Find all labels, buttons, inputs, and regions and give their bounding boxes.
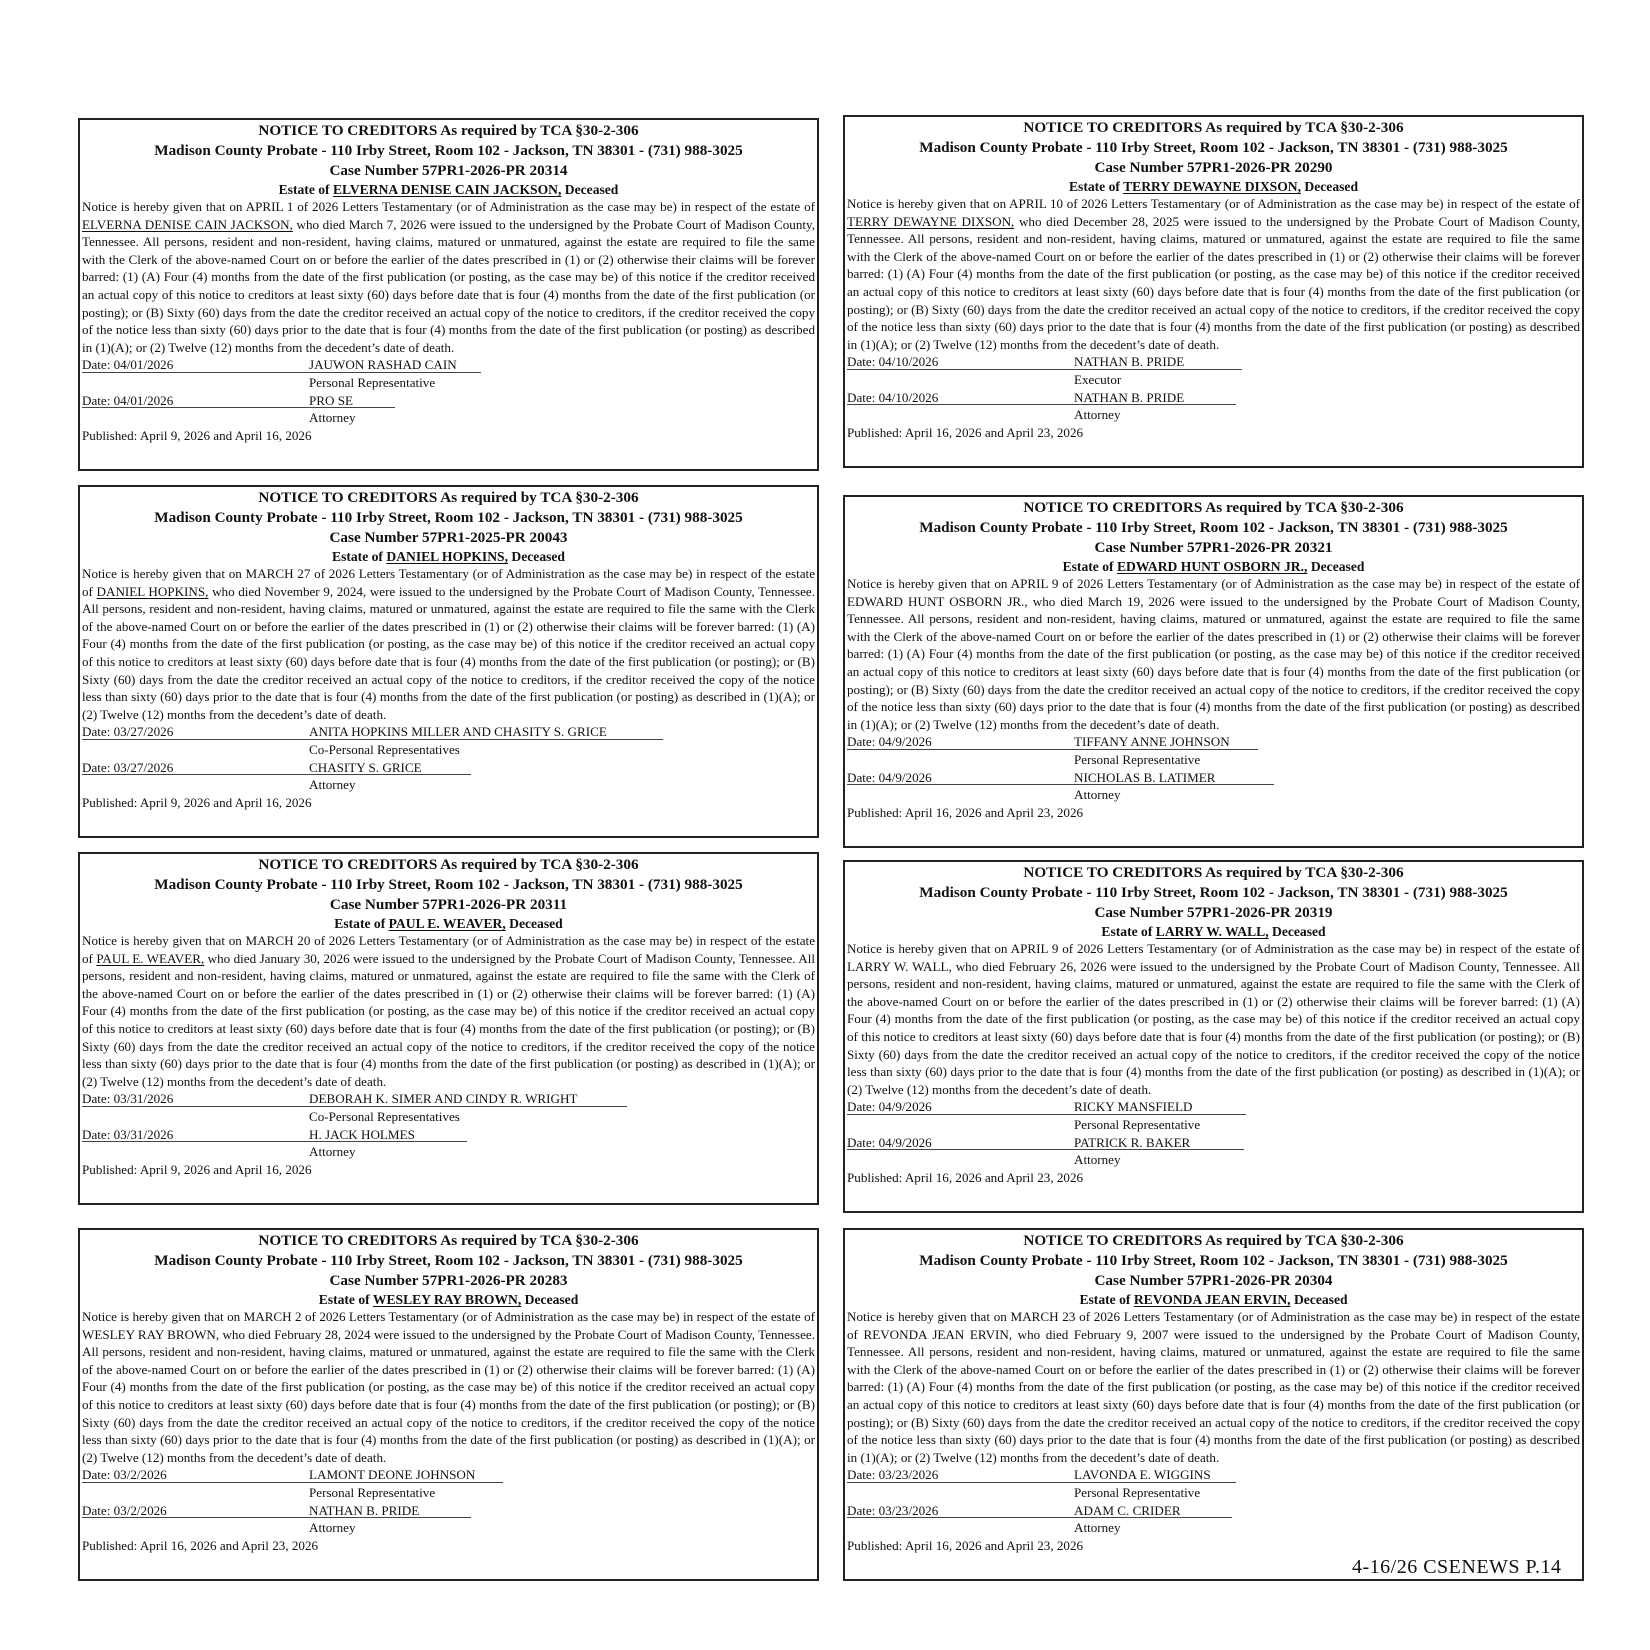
representative-name: JAUWON RASHAD CAIN	[309, 357, 457, 373]
attorney-name: NATHAN B. PRIDE	[1074, 389, 1185, 405]
notice-card	[78, 1228, 819, 1581]
decedent-name: PAUL E. WEAVER,	[96, 950, 205, 966]
signature-line	[847, 1466, 1580, 1484]
attorney-name: NICHOLAS B. LATIMER	[1074, 769, 1216, 785]
signature-date: Date: 04/10/2026	[847, 354, 939, 370]
attorney-role: Attorney	[309, 1144, 356, 1160]
representative-role: Personal Representative	[309, 1484, 436, 1500]
signature-date: Date: 03/23/2026	[847, 1467, 939, 1483]
representative-role: Co-Personal Representatives	[309, 1108, 460, 1124]
deceased-label: Deceased	[1301, 179, 1359, 194]
letters-date: APRIL 9 of 2026	[1010, 941, 1104, 956]
attorney-role: Attorney	[1074, 407, 1121, 423]
attorney-name: PRO SE	[309, 392, 354, 408]
signature-role-line	[82, 1108, 815, 1126]
signature-date: Date: 03/23/2026	[847, 1502, 939, 1518]
letters-date: APRIL 10 of 2026	[1009, 196, 1108, 211]
signature-date: Date: 04/9/2026	[847, 1099, 932, 1115]
representative-role: Personal Representative	[1074, 1484, 1201, 1500]
death-clause: who died February 26, 2026	[951, 958, 1107, 974]
decedent-name: REVONDA JEAN ERVIN,	[863, 1326, 1013, 1342]
attorney-name: NATHAN B. PRIDE	[309, 1502, 420, 1518]
signature-role-line	[82, 1519, 815, 1537]
estate-name: EDWARD HUNT OSBORN JR.,	[1116, 559, 1308, 574]
attorney-role: Attorney	[309, 777, 356, 793]
signature-date: Date: 04/9/2026	[847, 1134, 932, 1150]
case-number: Case Number 57PR1-2026-PR 20314	[329, 162, 568, 179]
representative-name: LAMONT DEONE JOHNSON	[309, 1467, 476, 1483]
estate-name: REVONDA JEAN ERVIN,	[1133, 1292, 1291, 1307]
notice-title: NOTICE TO CREDITORS As required by TCA §30-2-306	[1023, 1232, 1404, 1249]
signature-role-line	[82, 776, 815, 794]
signature-line	[82, 1466, 815, 1484]
signature-line	[847, 1502, 1580, 1520]
publication-dates: Published: April 9, 2026 and April 16, 2026	[82, 1161, 312, 1177]
court-line: Madison County Probate - 110 Irby Street, Room 102 - Jackson, TN 38301 - (731) 988-3025	[154, 876, 743, 893]
publication-dates: Published: April 16, 2026 and April 23, 2026	[847, 1169, 1084, 1185]
notice-card	[843, 115, 1584, 468]
publication-dates: Published: April 16, 2026 and April 23, 2026	[847, 1537, 1084, 1553]
signature-date: Date: 03/27/2026	[82, 724, 174, 740]
signature-date: Date: 03/2/2026	[82, 1467, 167, 1483]
representative-name: TIFFANY ANNE JOHNSON	[1074, 734, 1230, 750]
death-clause: who died December 28, 2025	[1014, 213, 1180, 229]
letters-date: APRIL 1 of 2026	[245, 199, 339, 214]
estate-prefix: Estate of	[1062, 559, 1117, 574]
signature-line	[847, 389, 1580, 407]
deceased-label: Deceased	[521, 1292, 579, 1307]
publication-dates: Published: April 16, 2026 and April 23, 2026	[847, 424, 1084, 440]
page-footer: 4-16/26 CSENEWS P.14	[1352, 1556, 1562, 1578]
signature-role-line	[82, 1484, 815, 1502]
estate-name: TERRY DEWAYNE DIXSON,	[1123, 179, 1302, 194]
death-clause: who died January 30, 2026	[204, 950, 350, 966]
deceased-label: Deceased	[505, 916, 563, 931]
publication-dates: Published: April 9, 2026 and April 16, 2026	[82, 794, 312, 810]
attorney-name: H. JACK HOLMES	[309, 1126, 415, 1142]
case-number: Case Number 57PR1-2026-PR 20283	[329, 1272, 568, 1289]
deceased-label: Deceased	[1307, 559, 1365, 574]
estate-prefix: Estate of	[1101, 924, 1156, 939]
death-clause: who died November 9, 2024,	[208, 583, 367, 599]
deceased-label: Deceased	[561, 182, 619, 197]
estate-name: ELVERNA DENISE CAIN JACKSON,	[332, 182, 562, 197]
decedent-name: TERRY DEWAYNE DIXSON,	[847, 213, 1015, 229]
signature-role-line	[847, 786, 1580, 804]
estate-prefix: Estate of	[332, 549, 387, 564]
signature-line	[82, 356, 815, 374]
signature-date: Date: 04/9/2026	[847, 734, 932, 750]
signature-line	[82, 392, 815, 410]
estate-line	[82, 915, 815, 932]
representative-role: Executor	[1074, 371, 1122, 387]
signature-line	[82, 1502, 815, 1520]
signature-role-line	[847, 1519, 1580, 1537]
signature-date: Date: 04/01/2026	[82, 392, 174, 408]
deceased-label: Deceased	[1290, 1292, 1348, 1307]
signature-line	[847, 353, 1580, 371]
representative-role: Personal Representative	[1074, 751, 1201, 767]
estate-prefix: Estate of	[334, 916, 389, 931]
attorney-role: Attorney	[309, 410, 356, 426]
signature-line	[847, 1098, 1580, 1116]
death-clause: who died February 28, 2024	[219, 1326, 371, 1342]
signature-date: Date: 03/27/2026	[82, 759, 174, 775]
death-clause: who died March 7, 2026	[292, 216, 427, 232]
deceased-label: Deceased	[508, 549, 565, 564]
signature-role-line	[847, 1116, 1580, 1134]
case-number: Case Number 57PR1-2026-PR 20311	[329, 896, 568, 913]
notice-body: Notice is hereby given that on APRIL 1 of 2026 Letters Testamentary (or of Administration as the case may be) in respect of the estate of ELVERNA DENISE CAIN JACKSON, who died March 7, 2026 were issued to the undersigned by the Probate Court of Madison County, Tennessee. All persons, resident and non-resident, having claims, matured or unmatured, against the estate are required to file the same with the Clerk of the above-named Court on or before the earlier of the dates prescribed in (1) or (2) otherwise their claims will be forever barred: (1) (A) Four (4) months from the date of the first publication (or posting, as the case may be) of this notice if the creditor received an actual copy of this notice to creditors at least sixty (60) days before date that is four (4) months from the date of the first publication (or posting); or (B) Sixty (60) days from the date the creditor received an actual copy of the notice to creditors, if the creditor received the copy of the notice less than sixty (60) days prior to the date that is four (4) months from the date of the first publication (or posting) as described in (1)(A); or (2) Twelve (12) months from the decedent’s date of death.	[82, 199, 815, 355]
signature-role-line	[847, 1151, 1580, 1169]
estate-line	[847, 1291, 1580, 1308]
signature-line	[82, 1126, 815, 1144]
signature-role-line	[82, 409, 815, 427]
signature-line	[847, 733, 1580, 751]
notice-title: NOTICE TO CREDITORS As required by TCA §30-2-306	[258, 856, 639, 873]
signature-line	[847, 1134, 1580, 1152]
estate-prefix: Estate of	[318, 1292, 373, 1307]
court-line: Madison County Probate - 110 Irby Street, Room 102 - Jackson, TN 38301 - (731) 988-3025	[154, 142, 743, 159]
case-number: Case Number 57PR1-2026-PR 20290	[1094, 159, 1333, 176]
attorney-role: Attorney	[1074, 787, 1121, 803]
estate-prefix: Estate of	[1079, 1292, 1134, 1307]
letters-date: MARCH 20 of 2026	[245, 933, 355, 948]
notice-title: NOTICE TO CREDITORS As required by TCA §30-2-306	[258, 122, 639, 139]
notice-card	[78, 118, 819, 471]
signature-role-line	[847, 751, 1580, 769]
representative-role: Personal Representative	[1074, 1116, 1201, 1132]
attorney-name: PATRICK R. BAKER	[1074, 1134, 1191, 1150]
notice-body: Notice is hereby given that on APRIL 9 of 2026 Letters Testamentary (or of Administration as the case may be) in respect of the estate of EDWARD HUNT OSBORN JR., who died March 19, 2026 were issued to the undersigned by the Probate Court of Madison County, Tennessee. All persons, resident and non-resident, having claims, matured or unmatured, against the estate are required to file the same with the Clerk of the above-named Court on or before the earlier of the dates prescribed in (1) or (2) otherwise their claims will be forever barred: (1) (A) Four (4) months from the date of the first publication (or posting, as the case may be) of this notice if the creditor received an actual copy of this notice to creditors at least sixty (60) days before date that is four (4) months from the date of the first publication (or posting); or (B) Sixty (60) days from the date the creditor received an actual copy of the notice to creditors, if the creditor received the copy of the notice less than sixty (60) days prior to the date that is four (4) months from the date of the first publication (or posting) as described in (1)(A); or (2) Twelve (12) months from the decedent’s date of death.	[847, 576, 1580, 732]
representative-role: Personal Representative	[309, 374, 436, 390]
court-line: Madison County Probate - 110 Irby Street, Room 102 - Jackson, TN 38301 - (731) 988-3025	[154, 509, 743, 526]
letters-date: MARCH 23 of 2026	[1010, 1309, 1120, 1324]
representative-name: DEBORAH K. SIMER AND CINDY R. WRIGHT	[309, 1091, 578, 1107]
letters-date: MARCH 27 of 2026	[245, 566, 355, 581]
signature-date: Date: 03/31/2026	[82, 1126, 174, 1142]
signature-role-line	[82, 1143, 815, 1161]
publication-dates: Published: April 16, 2026 and April 23, 2026	[847, 804, 1084, 820]
court-line: Madison County Probate - 110 Irby Street, Room 102 - Jackson, TN 38301 - (731) 988-3025	[919, 884, 1508, 901]
signature-role-line	[847, 1484, 1580, 1502]
court-line: Madison County Probate - 110 Irby Street, Room 102 - Jackson, TN 38301 - (731) 988-3025	[919, 519, 1508, 536]
signature-role-line	[847, 371, 1580, 389]
decedent-name: WESLEY RAY BROWN,	[82, 1326, 220, 1342]
estate-line	[847, 923, 1580, 940]
signature-date: Date: 03/2/2026	[82, 1502, 167, 1518]
estate-line	[82, 548, 815, 565]
notice-body: Notice is hereby given that on MARCH 20 of 2026 Letters Testamentary (or of Administration as the case may be) in respect of the estate of PAUL E. WEAVER, who died January 30, 2026 were issued to the undersigned by the Probate Court of Madison County, Tennessee. All persons, resident and non-resident, having claims, matured or unmatured, against the estate are required to file the same with the Clerk of the above-named Court on or before the earlier of the dates prescribed in (1) or (2) otherwise their claims will be forever barred: (1) (A) Four (4) months from the date of the first publication (or posting, as the case may be) of this notice if the creditor received an actual copy of this notice to creditors at least sixty (60) days before date that is four (4) months from the date of the first publication (or posting); or (B) Sixty (60) days from the date the creditor received an actual copy of the notice to creditors, if the creditor received the copy of the notice less than sixty (60) days prior to the date that is four (4) months from the date of the first publication (or posting) as described in (1)(A); or (2) Twelve (12) months from the decedent’s date of death.	[82, 933, 816, 1089]
signature-line	[82, 759, 815, 777]
attorney-name: ADAM C. CRIDER	[1074, 1502, 1181, 1518]
representative-role: Co-Personal Representatives	[309, 741, 460, 757]
attorney-role: Attorney	[1074, 1152, 1121, 1168]
notice-title: NOTICE TO CREDITORS As required by TCA §30-2-306	[1023, 119, 1404, 136]
signature-line	[82, 723, 815, 741]
signature-date: Date: 04/10/2026	[847, 389, 939, 405]
notice-card	[78, 485, 819, 838]
signature-date: Date: 04/9/2026	[847, 769, 932, 785]
notice-card	[843, 495, 1584, 848]
estate-line	[847, 178, 1580, 195]
notice-title: NOTICE TO CREDITORS As required by TCA §30-2-306	[1023, 864, 1404, 881]
notice-body: Notice is hereby given that on MARCH 27 of 2026 Letters Testamentary (or of Administration as the case may be) in respect of the estate of DANIEL HOPKINS, who died November 9, 2024, were issued to the undersigned by the Probate Court of Madison County, Tennessee. All persons, resident and non-resident, having claims, matured or unmatured, against the estate are required to file the same with the Clerk of the above-named Court on or before the earlier of the dates prescribed in (1) or (2) otherwise their claims will be forever barred: (1) (A) Four (4) months from the date of the first publication (or posting, as the case may be) of this notice if the creditor received an actual copy of this notice to creditors at least sixty (60) days before date that is four (4) months from the date of the first publication (or posting); or (B) Sixty (60) days from the date the creditor received an actual copy of the notice to creditors, if the creditor received the copy of the notice less than sixty (60) days prior to the date that is four (4) months from the date of the first publication (or posting) as described in (1)(A); or (2) Twelve (12) months from the decedent’s date of death.	[82, 566, 816, 722]
estate-name: WESLEY RAY BROWN,	[372, 1292, 522, 1307]
estate-name: LARRY W. WALL,	[1155, 924, 1269, 939]
case-number: Case Number 57PR1-2025-PR 20043	[329, 529, 568, 546]
case-number: Case Number 57PR1-2026-PR 20304	[1094, 1272, 1333, 1289]
case-number: Case Number 57PR1-2026-PR 20319	[1094, 904, 1333, 921]
court-line: Madison County Probate - 110 Irby Street, Room 102 - Jackson, TN 38301 - (731) 988-3025	[154, 1252, 743, 1269]
notice-body: Notice is hereby given that on APRIL 10 of 2026 Letters Testamentary (or of Administration as the case may be) in respect of the estate of TERRY DEWAYNE DIXSON, who died December 28, 2025 were issued to the undersigned by the Probate Court of Madison County, Tennessee. All persons, resident and non-resident, having claims, matured or unmatured, against the estate are required to file the same with the Clerk of the above-named Court on or before the earlier of the dates prescribed in (1) or (2) otherwise their claims will be forever barred: (1) (A) Four (4) months from the date of the first publication (or posting, as the case may be) of this notice if the creditor received an actual copy of this notice to creditors at least sixty (60) days before date that is four (4) months from the date of the first publication (or posting); or (B) Sixty (60) days from the date the creditor received an actual copy of the notice to creditors, if the creditor received the copy of the notice less than sixty (60) days prior to the date that is four (4) months from the date of the first publication (or posting) as described in (1)(A); or (2) Twelve (12) months from the decedent’s date of death.	[847, 196, 1581, 352]
attorney-name: CHASITY S. GRICE	[309, 759, 422, 775]
estate-prefix: Estate of	[278, 182, 333, 197]
signature-role-line	[82, 741, 815, 759]
notice-title: NOTICE TO CREDITORS As required by TCA §30-2-306	[258, 1232, 639, 1249]
letters-date: MARCH 2 of 2026	[243, 1309, 346, 1324]
estate-line	[847, 558, 1580, 575]
court-line: Madison County Probate - 110 Irby Street, Room 102 - Jackson, TN 38301 - (731) 988-3025	[919, 1252, 1508, 1269]
estate-line	[82, 1291, 815, 1308]
publication-dates: Published: April 9, 2026 and April 16, 2026	[82, 427, 312, 443]
estate-line	[82, 181, 815, 198]
decedent-name: EDWARD HUNT OSBORN JR.,	[847, 593, 1028, 609]
signature-line	[847, 769, 1580, 787]
notice-body: Notice is hereby given that on MARCH 23 of 2026 Letters Testamentary (or of Administration as the case may be) in respect of the estate of REVONDA JEAN ERVIN, who died February 9, 2007 were issued to the undersigned by the Probate Court of Madison County, Tennessee. All persons, resident and non-resident, having claims, matured or unmatured, against the estate are required to file the same with the Clerk of the above-named Court on or before the earlier of the dates prescribed in (1) or (2) otherwise their claims will be forever barred: (1) (A) Four (4) months from the date of the first publication (or posting, as the case may be) of this notice if the creditor received an actual copy of this notice to creditors at least sixty (60) days before date that is four (4) months from the date of the first publication (or posting); or (B) Sixty (60) days from the date the creditor received an actual copy of the notice to creditors, if the creditor received the copy of the notice less than sixty (60) days prior to the date that is four (4) months from the date of the first publication (or posting) as described in (1)(A); or (2) Twelve (12) months from the decedent’s date of death.	[847, 1309, 1581, 1465]
deceased-label: Deceased	[1268, 924, 1326, 939]
decedent-name: LARRY W. WALL,	[847, 958, 952, 974]
estate-prefix: Estate of	[1068, 179, 1124, 194]
decedent-name: DANIEL HOPKINS,	[96, 583, 209, 599]
signature-date: Date: 04/01/2026	[82, 357, 174, 373]
decedent-name: ELVERNA DENISE CAIN JACKSON,	[82, 216, 293, 232]
notice-title: NOTICE TO CREDITORS As required by TCA §30-2-306	[1023, 499, 1404, 516]
notice-body: Notice is hereby given that on APRIL 9 of 2026 Letters Testamentary (or of Administration as the case may be) in respect of the estate of LARRY W. WALL, who died February 26, 2026 were issued to the undersigned by the Probate Court of Madison County, Tennessee. All persons, resident and non-resident, having claims, matured or unmatured, against the estate are required to file the same with the Clerk of the above-named Court on or before the earlier of the dates prescribed in (1) or (2) otherwise their claims will be forever barred: (1) (A) Four (4) months from the date of the first publication (or posting, as the case may be) of this notice if the creditor received an actual copy of this notice to creditors at least sixty (60) days before date that is four (4) months from the date of the first publication (or posting); or (B) Sixty (60) days from the date the creditor received an actual copy of the notice to creditors, if the creditor received the copy of the notice less than sixty (60) days prior to the date that is four (4) months from the date of the first publication (or posting) as described in (1)(A); or (2) Twelve (12) months from the decedent’s date of death.	[847, 941, 1580, 1097]
notice-card	[843, 1228, 1584, 1581]
signature-role-line	[82, 374, 815, 392]
publication-dates: Published: April 16, 2026 and April 23, 2026	[82, 1537, 319, 1553]
attorney-role: Attorney	[1074, 1520, 1121, 1536]
signature-line	[82, 1090, 815, 1108]
notice-card	[78, 852, 819, 1205]
representative-name: NATHAN B. PRIDE	[1074, 354, 1185, 370]
court-line: Madison County Probate - 110 Irby Street, Room 102 - Jackson, TN 38301 - (731) 988-3025	[919, 139, 1508, 156]
notice-body: Notice is hereby given that on MARCH 2 of 2026 Letters Testamentary (or of Administration as the case may be) in respect of the estate of WESLEY RAY BROWN, who died February 28, 2024 were issued to the undersigned by the Probate Court of Madison County, Tennessee. All persons, resident and non-resident, having claims, matured or unmatured, against the estate are required to file the same with the Clerk of the above-named Court on or before the earlier of the dates prescribed in (1) or (2) otherwise their claims will be forever barred: (1) (A) Four (4) months from the date of the first publication (or posting, as the case may be) of this notice if the creditor received an actual copy of this notice to creditors at least sixty (60) days before date that is four (4) months from the date of the first publication (or posting); or (B) Sixty (60) days from the date the creditor received an actual copy of the notice to creditors, if the creditor received the copy of the notice less than sixty (60) days prior to the date that is four (4) months from the date of the first publication (or posting) as described in (1)(A); or (2) Twelve (12) months from the decedent’s date of death.	[82, 1309, 815, 1465]
notice-card	[843, 860, 1584, 1213]
estate-name: DANIEL HOPKINS,	[386, 549, 508, 564]
death-clause: who died February 9, 2007	[1012, 1326, 1169, 1342]
death-clause: who died March 19, 2026	[1027, 593, 1175, 609]
signature-role-line	[847, 406, 1580, 424]
representative-name: RICKY MANSFIELD	[1074, 1099, 1193, 1115]
representative-name: ANITA HOPKINS MILLER AND CHASITY S. GRICE	[309, 724, 607, 740]
signature-date: Date: 03/31/2026	[82, 1091, 174, 1107]
attorney-role: Attorney	[309, 1520, 356, 1536]
estate-name: PAUL E. WEAVER,	[388, 916, 506, 931]
representative-name: LAVONDA E. WIGGINS	[1074, 1467, 1211, 1483]
case-number: Case Number 57PR1-2026-PR 20321	[1094, 539, 1333, 556]
notice-title: NOTICE TO CREDITORS As required by TCA §30-2-306	[258, 489, 639, 506]
letters-date: APRIL 9 of 2026	[1010, 576, 1104, 591]
